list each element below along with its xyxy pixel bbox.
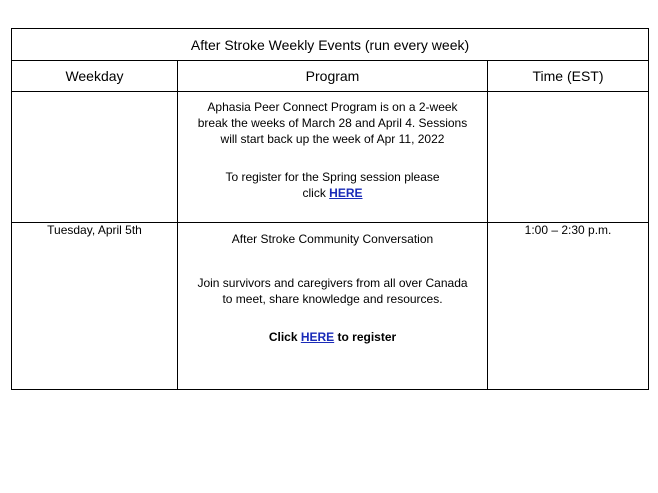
table-title: After Stroke Weekly Events (run every week) <box>12 29 649 61</box>
table-row <box>12 92 649 223</box>
program-description <box>178 275 487 307</box>
click-prefix: click <box>302 186 330 200</box>
program-title: After Stroke Community Conversation <box>231 232 434 246</box>
program-cell <box>178 223 488 390</box>
header-program: Program <box>178 61 488 92</box>
spring-register-link[interactable]: HERE <box>329 186 363 200</box>
description-line: Join survivors and caregivers from all over Canada <box>197 276 468 290</box>
time-cell <box>488 92 649 223</box>
description-line: will start back up the week of Apr 11, 2022 <box>220 132 445 146</box>
click-suffix: to register <box>334 330 397 344</box>
description-line: to meet, share knowledge and resources. <box>222 292 443 306</box>
events-table <box>11 28 649 390</box>
table-title-row <box>12 29 649 61</box>
description-line: Aphasia Peer Connect Program is on a 2-week <box>207 100 458 114</box>
weekday-cell <box>12 92 178 223</box>
register-text: To register for the Spring session please <box>225 170 440 184</box>
register-note <box>178 169 487 201</box>
register-note <box>178 329 487 345</box>
program-description <box>178 99 487 147</box>
click-prefix: Click <box>268 330 301 344</box>
table-header-row <box>12 61 649 92</box>
description-line: break the weeks of March 28 and April 4. Sessions <box>197 116 468 130</box>
table-row <box>12 223 649 390</box>
conversation-register-link[interactable]: HERE <box>300 330 335 344</box>
header-weekday: Weekday <box>12 61 178 92</box>
time-cell: 1:00 – 2:30 p.m. <box>488 223 649 390</box>
weekday-cell: Tuesday, April 5th <box>12 223 178 390</box>
header-time: Time (EST) <box>488 61 649 92</box>
program-cell <box>178 92 488 223</box>
